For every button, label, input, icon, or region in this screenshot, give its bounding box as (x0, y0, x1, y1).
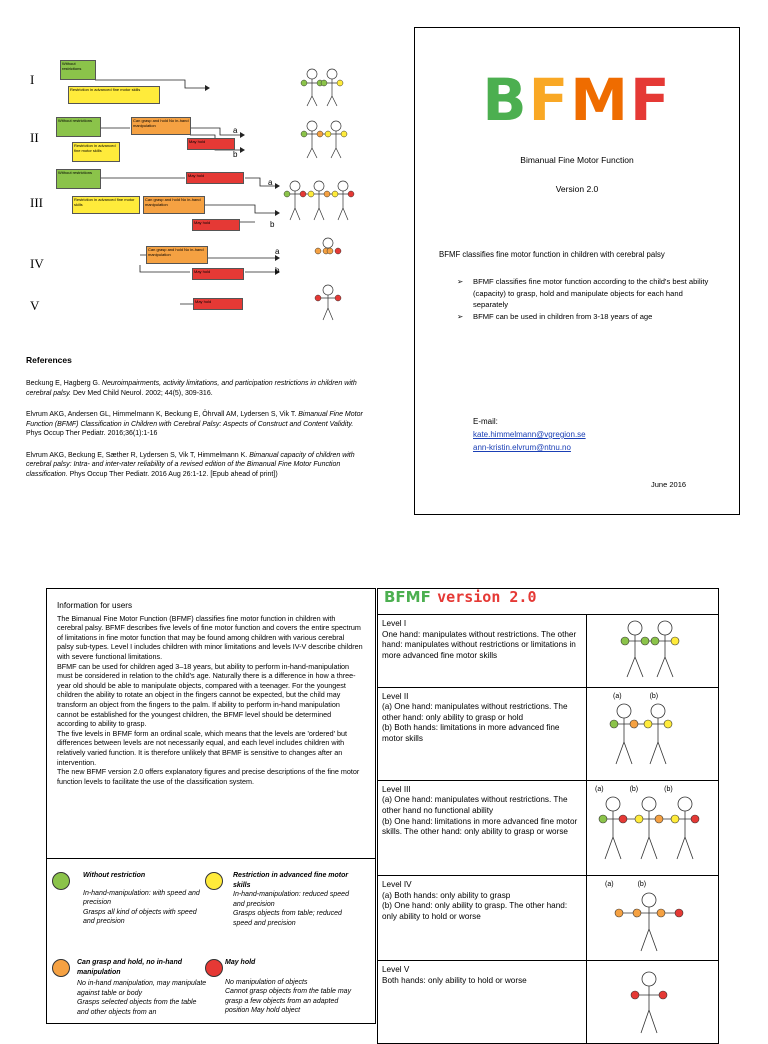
cover-subtitle: Bimanual Fine Motor Function (520, 155, 634, 165)
reference-item: Elvrum AKG, Andersen GL, Himmelmann K, Beckung E, Öhrvall AM, Lydersen S, Vik T. Bimanual Fine Motor Function (BFMF) Classification in Children with Cerebral Palsy: Aspects of Construct and Content Validity. Phys Occup Ther Pediatr. 2016;36(1):1-16 (26, 411, 363, 437)
level-label-5: V (30, 298, 40, 313)
cover-card (414, 27, 740, 515)
figure-label: (a) (595, 785, 604, 793)
orange-dot-icon (52, 959, 70, 977)
figure-label: (b) (629, 785, 639, 793)
level-label-3: III (30, 195, 43, 210)
cover-version: Version 2.0 (555, 184, 599, 194)
box-without-restrictions-2: Without restrictions (56, 117, 101, 137)
cover-contact (473, 415, 586, 454)
branch-a-label-2: a (233, 126, 238, 135)
yellow-dot-icon (205, 872, 223, 890)
legend-item-orange: Can grasp and hold, no in-hand manipulation No in-hand manipulation, may manipulate against table or body Grasps selected objects from the table and other objects from an (77, 959, 207, 1016)
box-restriction-advanced-1: Restriction in advanced fine motor skills (68, 86, 160, 104)
table-row: Level V Both hands: only ability to hold or worse (378, 961, 719, 1044)
table-header (378, 589, 719, 615)
level-4-figure (591, 891, 709, 953)
cover-bullet: ➢ BFMF classifies fine motor function according to the child's best ability (capacity) to grasp, hold and manipulate objects for each hand separately (457, 277, 709, 309)
table-row: Level III (a) One hand: manipulates without restrictions. The other hand no functional ability (b) One hand: limitations in more advanced fine motor skills. The other hand: only ability to grasp or worse (a) (b) (b) (378, 780, 719, 875)
figure-cell (587, 875, 719, 960)
information-heading: Information for users (57, 601, 133, 610)
box-can-grasp-3: Can grasp and hold No in-hand manipulation (143, 196, 205, 214)
cover-bullets (457, 276, 717, 322)
figure-label: (b) (637, 880, 647, 888)
branch-a-label-3: a (268, 178, 273, 187)
box-may-hold-2: May hold (187, 138, 235, 150)
figure-cell (587, 780, 719, 875)
figure-label: (b) (664, 785, 673, 793)
box-may-hold-3b: May hold (192, 219, 240, 231)
branch-a-label-4: a (275, 247, 280, 256)
legend-item-green: Without restriction In-hand-manipulation: with speed and precision Grasps all kind of objects with speed and precision (83, 872, 200, 925)
box-can-grasp-2: Can grasp and hold No in-hand manipulation (131, 117, 191, 135)
table-header-version: version 2.0 (437, 588, 537, 606)
cover-intro: BFMF classifies fine motor function in children with cerebral palsy (439, 250, 665, 259)
level-5-figure (591, 965, 709, 1035)
cover-bullet: ➢ BFMF can be used in children from 3-18 years of age (457, 311, 653, 321)
table-row: Level I One hand: manipulates without restrictions. The other hand: manipulates without restrictions or limitations in more advanced fine motor skills (378, 615, 719, 688)
box-may-hold-4: May hold (192, 268, 244, 280)
branch-b-label-3: b (270, 220, 275, 229)
table-row: Level IV (a) Both hands: only ability to grasp (b) One hand: only ability to grasp. The other hand: only ability to hold or worse (a) (b) (378, 875, 719, 960)
arrow-bullet-icon: ➢ (457, 311, 464, 321)
figure-label: (a) (613, 692, 622, 700)
level-label-1: I (30, 72, 35, 87)
box-restriction-advanced-3: Restriction in advanced fine motor skills (72, 196, 140, 214)
figure-cell (587, 687, 719, 780)
arrow-bullet-icon: ➢ (457, 277, 464, 286)
cover-date: June 2016 (651, 480, 687, 489)
reference-item: Elvrum AKG, Beckung E, Sæther R, Lydersen S, Vik T, Himmelmann K. Bimanual capacity of children with cerebral palsy: Intra- and inter-rater reliability of a revised edition of the Bimanual Fine Motor Function classification. Phys Occup Ther Pediatr. 2016 Aug 26:1-12. [Epub ahead of print]) (26, 451, 355, 478)
branch-b-label-2: b (233, 150, 238, 159)
green-dot-icon (52, 872, 70, 890)
box-can-grasp-4: Can grasp and hold No in-hand manipulation (146, 246, 208, 264)
table-row: Level II (a) One hand: manipulates without restrictions. The other hand: only ability to grasp or hold (b) Both hands: limitations in more advanced fine motor skills (a) (b) (378, 687, 719, 780)
legend-item-yellow: Restriction in advanced fine motor skills In-hand-manipulation: reduced speed and precision Grasps objects from table; reduced speed and precision (233, 872, 349, 927)
legend-divider (47, 858, 375, 859)
legend-item-red: May hold No manipulation of objects Cannot grasp objects from the table may grasp a few objects from an adapted position May hold object (225, 959, 352, 1014)
branch-b-label-4: b (275, 266, 280, 275)
figure-cell (587, 615, 719, 688)
level-1-figure (591, 619, 709, 679)
email-link-himmelmann[interactable]: kate.himmelmann@vgregion.se (473, 430, 586, 439)
information-text (57, 601, 363, 786)
figure-label: (b) (649, 692, 659, 700)
red-dot-icon (205, 959, 223, 977)
box-may-hold-5: May hold (193, 298, 243, 310)
bfmf-logo: BFMF (482, 66, 672, 134)
level-3-figure (591, 795, 709, 867)
level-2-figure (591, 702, 709, 772)
reference-item: Beckung E, Hagberg G. Neuroimpairments, activity limitations, and participation restrictions in children with cerebral palsy. Dev Med Child Neurol. 2002; 44(5), 309-316. (26, 380, 357, 397)
references (26, 355, 366, 479)
email-label: E-mail: (473, 417, 498, 426)
references-heading: References (26, 355, 72, 365)
figure-label: (a) (605, 880, 614, 888)
levels-table (377, 588, 719, 1044)
level-label-4: IV (30, 256, 44, 271)
box-restriction-advanced-2: Restriction in advanced fine motor skills (72, 142, 120, 162)
figure-cell (587, 961, 719, 1044)
box-without-restrictions-3: Without restrictions (56, 169, 101, 189)
table-header-logo: BFMF (384, 588, 431, 606)
information-panel (46, 588, 376, 1024)
diagram-stick-figures-lower (280, 178, 370, 328)
box-without-restrictions-1: Without restrictions (60, 60, 96, 80)
box-may-hold-3: May hold (186, 172, 244, 184)
information-body: The Bimanual Fine Motor Function (BFMF) classifies fine motor function in children with cerebral palsy. BFMF describes five levels of fine motor function and covers the entire spectrum of limitations in fine motor function that may be found among children with various cerebral palsy sub-types. Level I includes children with minor limitations and levels IV-V describe children with severe functional limitations. BFMF can be used for children aged 3–18 years, but ability to perform in-hand-manipulation must be considered in relation to the child's age. Naturally there is a difference in how a three-year old should be able to manipulate objects, compared with a teenager. For the youngest children the ability to rotate an object in the fingers cannot be expected, but the child may transform an object from the fingers to the palm. If ability to perform in-hand manipulation cannot be established for the youngest children, the BFMF level should be determined according to ability to grasp. The five levels in BFMF form an ordinal scale, which means that the levels are 'ordered' but differences between levels are not necessarily equal, and each level includes children with relatively varied function. It is therefore unlikely that BFMF is sensitive to changes after an intervention. The new BFMF version 2.0 offers explanatory figures and precise descriptions of the fine motor function levels to facilitate the use of the classification system. (57, 613, 363, 786)
level-label-2: II (30, 130, 39, 145)
email-link-elvrum[interactable]: ann-kristin.elvrum@ntnu.no (473, 443, 571, 452)
